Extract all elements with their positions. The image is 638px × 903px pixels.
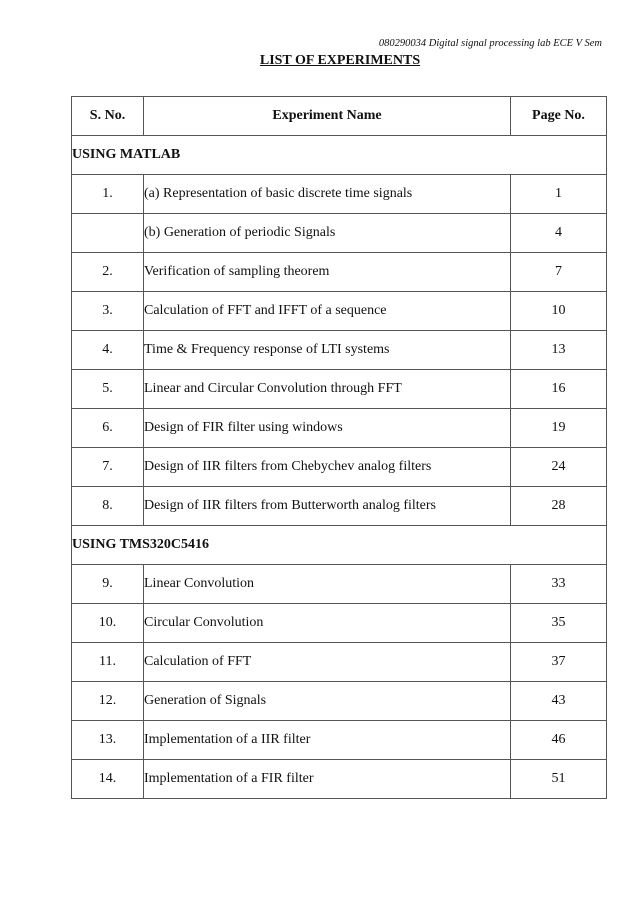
serial-number-cell: 7. xyxy=(72,448,144,487)
experiment-name-cell: Design of IIR filters from Butterworth analog filters xyxy=(144,487,511,526)
column-header-page: Page No. xyxy=(511,97,607,136)
serial-number-cell: 14. xyxy=(72,760,144,799)
page-number-cell: 19 xyxy=(511,409,607,448)
serial-number-cell xyxy=(72,214,144,253)
experiment-name-cell: Circular Convolution xyxy=(144,604,511,643)
experiment-name-cell: Design of IIR filters from Chebychev analog filters xyxy=(144,448,511,487)
section-heading: USING MATLAB xyxy=(72,136,607,175)
table-row xyxy=(72,487,607,526)
serial-number-cell: 8. xyxy=(72,487,144,526)
experiment-name-cell: Linear and Circular Convolution through FFT xyxy=(144,370,511,409)
experiment-name-cell: (a) Representation of basic discrete time signals xyxy=(144,175,511,214)
column-header-sno: S. No. xyxy=(72,97,144,136)
running-header: 080290034 Digital signal processing lab ECE V Sem xyxy=(378,38,602,49)
serial-number-cell: 9. xyxy=(72,565,144,604)
table-row xyxy=(72,760,607,799)
page-number-cell: 1 xyxy=(511,175,607,214)
table-row xyxy=(72,721,607,760)
table-row xyxy=(72,604,607,643)
section-row xyxy=(72,526,607,565)
page-number-cell: 37 xyxy=(511,643,607,682)
experiment-name-cell: Implementation of a IIR filter xyxy=(144,721,511,760)
page-number-cell: 24 xyxy=(511,448,607,487)
page-title: LIST OF EXPERIMENTS xyxy=(259,53,421,68)
experiment-name-cell: Generation of Signals xyxy=(144,682,511,721)
serial-number-cell: 2. xyxy=(72,253,144,292)
experiment-name-cell: Time & Frequency response of LTI systems xyxy=(144,331,511,370)
page-number-cell: 33 xyxy=(511,565,607,604)
table-header-row xyxy=(72,97,607,136)
serial-number-cell: 6. xyxy=(72,409,144,448)
experiment-name-cell: Design of FIR filter using windows xyxy=(144,409,511,448)
page-number-cell: 51 xyxy=(511,760,607,799)
section-row xyxy=(72,136,607,175)
page-number-cell: 43 xyxy=(511,682,607,721)
table-row xyxy=(72,448,607,487)
experiments-table xyxy=(71,96,607,799)
experiment-name-cell: Verification of sampling theorem xyxy=(144,253,511,292)
serial-number-cell: 11. xyxy=(72,643,144,682)
serial-number-cell: 1. xyxy=(72,175,144,214)
table-row xyxy=(72,370,607,409)
experiment-name-cell: Calculation of FFT xyxy=(144,643,511,682)
experiment-name-cell: Calculation of FFT and IFFT of a sequence xyxy=(144,292,511,331)
serial-number-cell: 5. xyxy=(72,370,144,409)
table-row xyxy=(72,331,607,370)
experiment-name-cell: Implementation of a FIR filter xyxy=(144,760,511,799)
column-header-name: Experiment Name xyxy=(144,97,511,136)
section-heading: USING TMS320C5416 xyxy=(72,526,607,565)
table-row xyxy=(72,409,607,448)
serial-number-cell: 13. xyxy=(72,721,144,760)
table-row xyxy=(72,565,607,604)
serial-number-cell: 3. xyxy=(72,292,144,331)
page-number-cell: 13 xyxy=(511,331,607,370)
table-row xyxy=(72,292,607,331)
page-number-cell: 46 xyxy=(511,721,607,760)
page-number-cell: 10 xyxy=(511,292,607,331)
table-row xyxy=(72,175,607,214)
page-number-cell: 4 xyxy=(511,214,607,253)
table-row xyxy=(72,253,607,292)
experiment-name-cell: Linear Convolution xyxy=(144,565,511,604)
serial-number-cell: 4. xyxy=(72,331,144,370)
table-row xyxy=(72,682,607,721)
page-number-cell: 28 xyxy=(511,487,607,526)
table-row xyxy=(72,643,607,682)
serial-number-cell: 12. xyxy=(72,682,144,721)
page-number-cell: 35 xyxy=(511,604,607,643)
page-number-cell: 7 xyxy=(511,253,607,292)
table-body xyxy=(72,136,607,799)
page-number-cell: 16 xyxy=(511,370,607,409)
serial-number-cell: 10. xyxy=(72,604,144,643)
table-row xyxy=(72,214,607,253)
experiment-name-cell: (b) Generation of periodic Signals xyxy=(144,214,511,253)
